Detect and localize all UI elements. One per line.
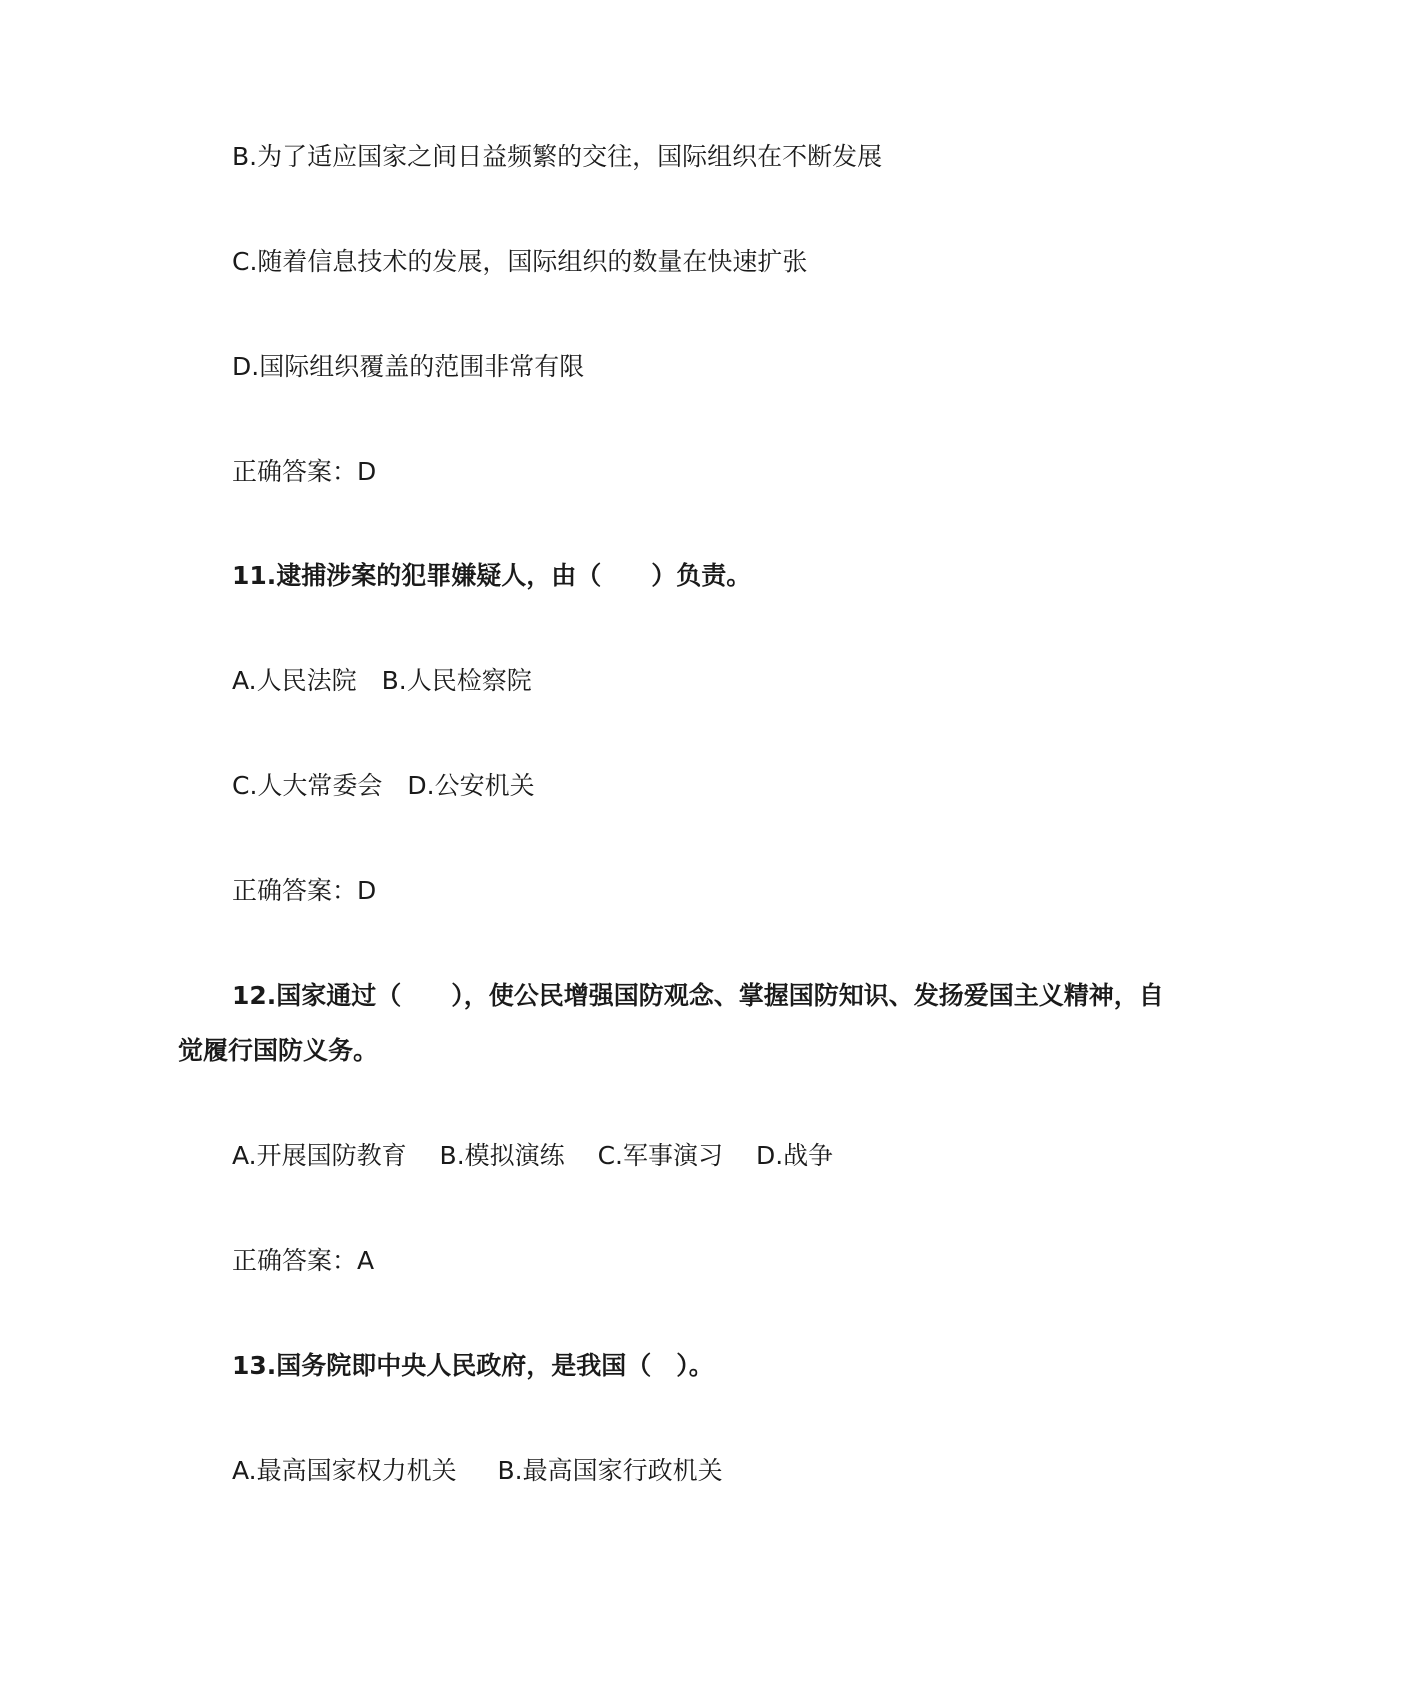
option-b-q10: B.为了适应国家之间日益频繁的交往，国际组织在不断发展 (232, 142, 883, 171)
answer-q10: 正确答案：D (232, 457, 377, 486)
options-ab-q11: A.人民法院 B.人民检察院 (232, 666, 532, 695)
question-11: 11.逮捕涉案的犯罪嫌疑人，由（ ）负责。 (232, 561, 752, 590)
question-12-continuation: 觉履行国防义务。 (178, 1036, 379, 1065)
options-ab-q13: A.最高国家权力机关 B.最高国家行政机关 (232, 1456, 723, 1485)
question-13: 13.国务院即中央人民政府，是我国（ ）。 (232, 1351, 714, 1380)
options-cd-q11: C.人大常委会 D.公安机关 (232, 771, 535, 800)
answer-q12: 正确答案：A (232, 1246, 375, 1275)
options-q12: A.开展国防教育 B.模拟演练 C.军事演习 D.战争 (232, 1141, 834, 1170)
option-d-q10: D.国际组织覆盖的范围非常有限 (232, 352, 585, 381)
option-c-q10: C.随着信息技术的发展，国际组织的数量在快速扩张 (232, 247, 808, 276)
question-12: 12.国家通过（ ），使公民增强国防观念、掌握国防知识、发扬爱国主义精神，自 (232, 981, 1164, 1010)
answer-q11: 正确答案：D (232, 876, 377, 905)
